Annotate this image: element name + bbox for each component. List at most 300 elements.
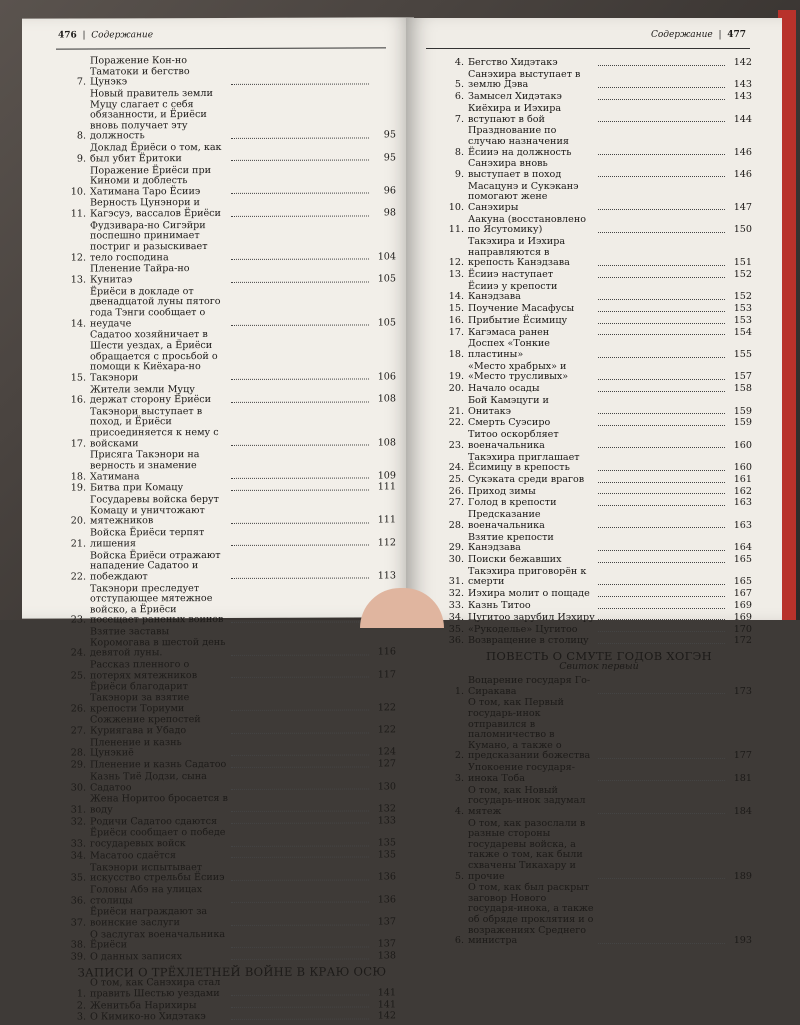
- dot-leader: [231, 1007, 369, 1008]
- entry-title: Доклад Ёриёси о том, как был убит Ёритоки: [90, 143, 228, 165]
- dot-leader: [598, 447, 725, 448]
- dot-leader: [598, 608, 725, 609]
- entry-number: 3.: [68, 1013, 86, 1024]
- dot-leader: [598, 493, 725, 494]
- entry-number: 23.: [446, 441, 464, 452]
- dot-leader: [598, 758, 725, 759]
- entry-page: 154: [728, 328, 752, 339]
- entry-title: Доспех «Тонкие пластины»: [468, 339, 595, 360]
- entry-title: Масатоо сдаётся: [90, 851, 228, 862]
- entry-number: 30.: [446, 555, 464, 566]
- dot-leader: [231, 789, 369, 790]
- entry-number: 11.: [446, 225, 464, 236]
- entry-title: Ёриёси сообщает о победе государевых войск: [90, 828, 228, 850]
- dot-leader: [598, 878, 725, 879]
- toc-entry: [68, 330, 396, 384]
- entry-number: 4.: [446, 807, 464, 818]
- toc-entry: [446, 328, 752, 339]
- entry-number: 7.: [68, 78, 86, 89]
- entry-number: 31.: [446, 577, 464, 588]
- running-head-title: Содержание: [91, 30, 153, 40]
- entry-page: 130: [372, 782, 396, 793]
- entry-page: 122: [372, 703, 396, 714]
- entry-title: Жители земли Муцу держат сторону Ёриёси: [90, 384, 228, 406]
- entry-page: 105: [372, 274, 396, 285]
- entry-title: Приход зимы: [468, 487, 595, 498]
- entry-title: Ёриёси награждают за воинские заслуги: [90, 907, 228, 929]
- entry-page: 157: [728, 372, 752, 383]
- entry-page: 163: [728, 498, 752, 509]
- toc-entry: [446, 636, 752, 647]
- entry-page: 132: [372, 804, 396, 815]
- toc-entry: [446, 92, 752, 103]
- entry-page: 135: [372, 838, 396, 849]
- entry-number: 8.: [446, 148, 464, 159]
- dot-leader: [231, 754, 369, 755]
- toc-entry: [68, 929, 396, 951]
- dot-leader: [598, 299, 725, 300]
- entry-title: Поражение Кон-но Таматоки и бегство Цунэкэ: [90, 56, 228, 88]
- entry-page: 95: [372, 153, 396, 164]
- dot-leader: [231, 995, 369, 996]
- header-rule: [56, 47, 386, 49]
- entry-title: Кагэмаса ранен: [468, 328, 595, 339]
- running-head: Содержание | 477: [651, 30, 746, 40]
- entry-page: 163: [728, 521, 752, 532]
- entry-title: Санэхира выступает в землю Дэва: [468, 70, 595, 91]
- entry-page: 189: [728, 872, 752, 883]
- entry-number: 38.: [68, 941, 86, 952]
- entry-number: 32.: [68, 817, 86, 828]
- toc-entry: [446, 510, 752, 531]
- entry-number: 11.: [68, 210, 86, 221]
- toc-entry: [446, 182, 752, 214]
- entry-title: Такэхира приглашает Ёсимицу в крепость: [468, 453, 595, 474]
- dot-leader: [598, 265, 725, 266]
- entry-number: 14.: [446, 292, 464, 303]
- entry-page: 111: [372, 483, 396, 494]
- entry-number: 29.: [446, 543, 464, 554]
- dot-leader: [231, 857, 369, 858]
- entry-page: 161: [728, 475, 752, 486]
- toc-entry: [446, 237, 752, 269]
- entry-title: Празднование по случаю назначения Ёсииэ на должность: [468, 126, 595, 158]
- entry-number: 3.: [446, 774, 464, 785]
- entry-page: 117: [372, 670, 396, 681]
- toc-entry: [446, 676, 752, 697]
- entry-number: 20.: [68, 517, 86, 528]
- entry-page: 152: [728, 292, 752, 303]
- entry-number: 8.: [68, 132, 86, 143]
- toc-entry: [68, 483, 396, 495]
- entry-page: 144: [728, 115, 752, 126]
- entry-title: Упокоение государя-инока Тоба: [468, 763, 595, 784]
- dot-leader: [231, 811, 369, 812]
- entry-title: Бегство Хидэтакэ: [468, 58, 595, 69]
- entry-title: Пленение и казнь Цунэкиё: [90, 738, 228, 760]
- toc-entry: [68, 862, 396, 884]
- entry-page: 142: [372, 1012, 396, 1023]
- entry-number: 12.: [446, 258, 464, 269]
- toc-entry: [446, 883, 752, 947]
- entry-title: Пленение Тайра-но Кунитаэ: [90, 264, 228, 286]
- entry-title: О заслугах военачальника Ёриёси: [90, 930, 228, 952]
- entry-number: 5.: [446, 872, 464, 883]
- entry-title: «Место храбрых» и «Место трусливых»: [468, 362, 595, 383]
- entry-title: Поражение Ёриёси при Киноми и доблесть Хатимана Таро Ёсииэ: [90, 165, 228, 197]
- section-title: ЗАПИСИ О ТРЁХЛЕТНЕЙ ВОЙНЕ В КРАЮ ОСЮ: [68, 966, 396, 978]
- entry-title: Верность Цунэнори и Кагэсуэ, вассалов Ёриёси: [90, 198, 228, 220]
- entry-title: Рассказ пленного о потерях мятежников: [90, 660, 228, 682]
- entry-title: Взятие крепости Канэдзава: [468, 533, 595, 554]
- entry-number: 16.: [446, 316, 464, 327]
- dot-leader: [598, 379, 725, 380]
- dot-leader: [231, 677, 369, 678]
- entry-title: Иэхира молит о пощаде: [468, 589, 595, 600]
- toc-entry: [68, 495, 396, 528]
- entry-page: 177: [728, 751, 752, 762]
- dot-leader: [598, 334, 725, 335]
- entry-number: 33.: [446, 601, 464, 612]
- toc-entry: [68, 659, 396, 681]
- dot-leader: [598, 550, 725, 551]
- running-head-title: Содержание: [651, 30, 713, 40]
- entry-title: О том, как Санэхира стал править Шестью уездами: [90, 978, 228, 1000]
- entry-number: 6.: [446, 92, 464, 103]
- entry-title: Жена Норитоо бросается в воду: [90, 794, 228, 816]
- toc-entry: [68, 384, 396, 406]
- entry-number: 26.: [68, 704, 86, 715]
- entry-page: 165: [728, 555, 752, 566]
- entry-title: Сукэката среди врагов: [468, 475, 595, 486]
- toc-entry: [446, 126, 752, 158]
- dot-leader: [598, 176, 725, 177]
- toc-entry: [446, 104, 752, 125]
- toc-entry: [446, 555, 752, 566]
- dot-leader: [598, 425, 725, 426]
- dot-leader: [231, 259, 369, 260]
- entry-title: Начало осады: [468, 384, 595, 395]
- entry-page: 95: [372, 131, 396, 142]
- entry-page: 170: [728, 625, 752, 636]
- dot-leader: [598, 232, 725, 233]
- entry-number: 4.: [446, 58, 464, 69]
- toc-entry: [68, 143, 396, 165]
- toc-left: [68, 55, 396, 1024]
- dot-leader: [231, 281, 369, 282]
- entry-number: 35.: [446, 625, 464, 636]
- dot-leader: [598, 65, 725, 66]
- toc-entry: [446, 418, 752, 429]
- dot-leader: [231, 654, 369, 655]
- entry-page: 164: [728, 543, 752, 554]
- entry-page: 96: [372, 186, 396, 197]
- entry-page: 109: [372, 471, 396, 482]
- entry-page: 169: [728, 613, 752, 624]
- toc-entry: [68, 528, 396, 550]
- entry-title: Титоо оскорбляет военачальника: [468, 430, 595, 451]
- entry-title: Садатоо хозяйничает в Шести уездах, а Ёриёси обращается с просьбой о помощи к Киёхара-но Такэнори: [90, 330, 228, 383]
- toc-entry: [68, 583, 396, 627]
- toc-entry: [446, 601, 752, 612]
- entry-title: О том, как был раскрыт заговор Нового государя-инока, а также об обряде проклятия и о возражениях Среднего министра: [468, 883, 595, 947]
- entry-number: 15.: [446, 304, 464, 315]
- entry-page: 104: [372, 252, 396, 263]
- entry-page: 162: [728, 487, 752, 498]
- entry-number: 34.: [446, 613, 464, 624]
- entry-title: О данных записях: [90, 952, 228, 963]
- entry-number: 15.: [68, 373, 86, 384]
- dot-leader: [598, 470, 725, 471]
- entry-number: 10.: [68, 187, 86, 198]
- entry-title: Фудзивара-но Сигэйри поспешно принимает постриг и разыскивает тело господина: [90, 221, 228, 264]
- entry-number: 21.: [446, 407, 464, 418]
- toc-entry: [446, 316, 752, 327]
- entry-number: 21.: [68, 539, 86, 550]
- entry-page: 153: [728, 304, 752, 315]
- toc-entry: [446, 58, 752, 69]
- dot-leader: [231, 946, 369, 947]
- entry-number: 1.: [68, 989, 86, 1000]
- entry-page: 112: [372, 538, 396, 549]
- toc-entry: [68, 907, 396, 929]
- entry-number: 37.: [68, 918, 86, 929]
- entry-title: Пленение и казнь Садатоо: [90, 760, 228, 771]
- entry-title: Государевы войска берут Комацу и уничтожают мятежников: [90, 495, 228, 527]
- entry-number: 29.: [68, 761, 86, 772]
- entry-page: 138: [372, 951, 396, 962]
- dot-leader: [598, 527, 725, 528]
- entry-number: 2.: [68, 1001, 86, 1012]
- entry-title: О том, как разослали в разные стороны государевы войска, а также о том, как были схвачены Тикахару и прочие: [468, 819, 595, 883]
- toc-entry: [446, 396, 752, 417]
- dot-leader: [231, 578, 369, 579]
- entry-title: Новый правитель земли Муцу слагает с себя обязанности, и Ёриёси вновь получает эту должность: [90, 89, 228, 142]
- entry-page: 147: [728, 203, 752, 214]
- dot-leader: [598, 643, 725, 644]
- entry-page: 98: [372, 208, 396, 219]
- header-rule: [426, 48, 750, 49]
- page-number: 477: [727, 30, 746, 40]
- entry-number: 18.: [446, 350, 464, 361]
- dot-leader: [598, 277, 725, 278]
- entry-title: Прибытие Ёсимицу: [468, 316, 595, 327]
- toc-entry: [68, 220, 396, 264]
- dot-leader: [231, 902, 369, 903]
- entry-number: 28.: [446, 521, 464, 532]
- toc-entry: [68, 682, 396, 715]
- entry-title: Санэхира вновь выступает в поход: [468, 159, 595, 180]
- entry-number: 28.: [68, 749, 86, 760]
- dot-leader: [231, 545, 369, 546]
- dot-leader: [231, 193, 369, 194]
- entry-page: 153: [728, 316, 752, 327]
- toc-entry: [446, 763, 752, 784]
- dot-leader: [231, 823, 369, 824]
- entry-title: Присяга Такэнори на верность и знамение Хатимана: [90, 450, 228, 482]
- dot-leader: [598, 584, 725, 585]
- toc-entry: [446, 339, 752, 360]
- entry-title: Поиски бежавших: [468, 555, 595, 566]
- dot-leader: [231, 845, 369, 846]
- toc-entry: [68, 550, 396, 583]
- toc-entry: [446, 282, 752, 303]
- dot-leader: [231, 83, 369, 84]
- toc-entry: [446, 159, 752, 180]
- entry-page: 159: [728, 407, 752, 418]
- entry-number: 12.: [68, 253, 86, 264]
- dot-leader: [598, 780, 725, 781]
- dot-leader: [598, 311, 725, 312]
- dot-leader: [598, 323, 725, 324]
- entry-page: 141: [372, 988, 396, 999]
- entry-title: Такэнори испытывает искусство стрельбы Ёсииэ: [90, 863, 228, 885]
- entry-page: 169: [728, 601, 752, 612]
- toc-entry: [68, 828, 396, 850]
- toc-entry: [446, 304, 752, 315]
- toc-entry: [446, 487, 752, 498]
- entry-number: 26.: [446, 487, 464, 498]
- toc-entry: [68, 450, 396, 483]
- entry-number: 32.: [446, 589, 464, 600]
- toc-entry: [68, 884, 396, 906]
- entry-page: 142: [728, 58, 752, 69]
- entry-number: 9.: [68, 154, 86, 165]
- entry-number: 2.: [446, 751, 464, 762]
- dot-leader: [231, 1019, 369, 1020]
- dot-leader: [598, 121, 725, 122]
- entry-page: 106: [372, 372, 396, 383]
- dot-leader: [231, 137, 369, 138]
- entry-number: 34.: [68, 851, 86, 862]
- entry-title: Войска Ёриёси терпят лишения: [90, 528, 228, 550]
- toc-entry: [68, 165, 396, 198]
- toc-entry: [446, 270, 752, 281]
- entry-number: 17.: [446, 328, 464, 339]
- dot-leader: [231, 445, 369, 446]
- entry-title: Такэхира приговорён к смерти: [468, 567, 595, 588]
- entry-number: 19.: [68, 484, 86, 495]
- entry-title: Воцарение государя Го-Сиракава: [468, 676, 595, 697]
- entry-title: «Рукоделье» Цугитоо: [468, 625, 595, 636]
- entry-title: Ёриёси в докладе от двенадцатой луны пятого года Тэнги сообщает о неудаче: [90, 287, 228, 330]
- toc-entry: [446, 362, 752, 383]
- entry-number: 22.: [446, 418, 464, 429]
- entry-page: 113: [372, 571, 396, 582]
- entry-number: 10.: [446, 203, 464, 214]
- toc-entry: [68, 737, 396, 759]
- entry-page: 155: [728, 350, 752, 361]
- entry-page: 160: [728, 463, 752, 474]
- entry-number: 39.: [68, 953, 86, 964]
- toc-entry: [68, 1012, 396, 1024]
- toc-list: [68, 55, 396, 963]
- entry-page: 158: [728, 384, 752, 395]
- entry-page: 150: [728, 225, 752, 236]
- entry-title: О том, как Первый государь-инок отправился в паломничество в Кумано, а также о предсказании божества: [468, 698, 595, 762]
- entry-page: 151: [728, 258, 752, 269]
- entry-page: 116: [372, 648, 396, 659]
- entry-page: 108: [372, 438, 396, 449]
- toc-entry: [446, 533, 752, 554]
- entry-page: 122: [372, 725, 396, 736]
- entry-title: Цугитоо зарубил Иэхиру: [468, 613, 595, 624]
- entry-page: 127: [372, 760, 396, 771]
- entry-title: Масацунэ и Сукэканэ помогают жене Санэхиры: [468, 182, 595, 214]
- entry-page: 133: [372, 816, 396, 827]
- dot-leader: [231, 478, 369, 479]
- entry-title: Поучение Масафусы: [468, 304, 595, 315]
- entry-page: 136: [372, 895, 396, 906]
- entry-number: 19.: [446, 372, 464, 383]
- dot-leader: [598, 813, 725, 814]
- entry-number: 30.: [68, 783, 86, 794]
- dot-leader: [598, 596, 725, 597]
- toc-entry: [446, 384, 752, 395]
- entry-number: 22.: [68, 572, 86, 583]
- dot-leader: [231, 522, 369, 523]
- dot-leader: [598, 154, 725, 155]
- entry-title: Казнь Титоо: [468, 601, 595, 612]
- toc-entry: [446, 453, 752, 474]
- toc-entry: [68, 816, 396, 828]
- toc-entry: [68, 1000, 396, 1012]
- entry-title: Головы Абэ на улицах столицы: [90, 885, 228, 907]
- toc-entry: [68, 264, 396, 286]
- entry-number: 16.: [68, 396, 86, 407]
- entry-number: 5.: [446, 80, 464, 91]
- dot-leader: [231, 215, 369, 216]
- entry-page: 105: [372, 318, 396, 329]
- entry-page: 173: [728, 687, 752, 698]
- entry-title: Такэхира и Иэхира направляются в крепость Канэдзава: [468, 237, 595, 269]
- section-list: [68, 978, 396, 1024]
- dot-leader: [598, 693, 725, 694]
- right-page: [406, 18, 782, 620]
- entry-number: 27.: [446, 498, 464, 509]
- dot-leader: [598, 562, 725, 563]
- toc-entry: [68, 715, 396, 737]
- entry-number: 13.: [446, 270, 464, 281]
- entry-title: Сожжение крепостей Куриягава и Убадо: [90, 715, 228, 737]
- entry-number: 24.: [68, 649, 86, 660]
- dot-leader: [598, 413, 725, 414]
- toc-entry: [68, 198, 396, 220]
- entry-page: 146: [728, 170, 752, 181]
- dot-leader: [231, 879, 369, 880]
- left-page: [22, 17, 414, 618]
- dot-leader: [231, 924, 369, 925]
- entry-page: 159: [728, 418, 752, 429]
- dot-leader: [231, 160, 369, 161]
- entry-title: Женитьба Нарихиры: [90, 1001, 228, 1012]
- dot-leader: [231, 489, 369, 490]
- toc-entry: [446, 430, 752, 451]
- entry-page: 167: [728, 589, 752, 600]
- entry-number: 25.: [68, 671, 86, 682]
- entry-number: 20.: [446, 384, 464, 395]
- toc-entry: [68, 850, 396, 862]
- entry-number: 27.: [68, 726, 86, 737]
- toc-entry: [68, 406, 396, 450]
- toc-entry: [68, 286, 396, 330]
- dot-leader: [231, 958, 369, 959]
- entry-number: 14.: [68, 319, 86, 330]
- entry-title: Аакуна (восстановлено по Ясутомику): [468, 215, 595, 236]
- dot-leader: [598, 943, 725, 944]
- entry-title: Ёсииэ у крепости Канэдзава: [468, 282, 595, 303]
- entry-page: 141: [372, 1000, 396, 1011]
